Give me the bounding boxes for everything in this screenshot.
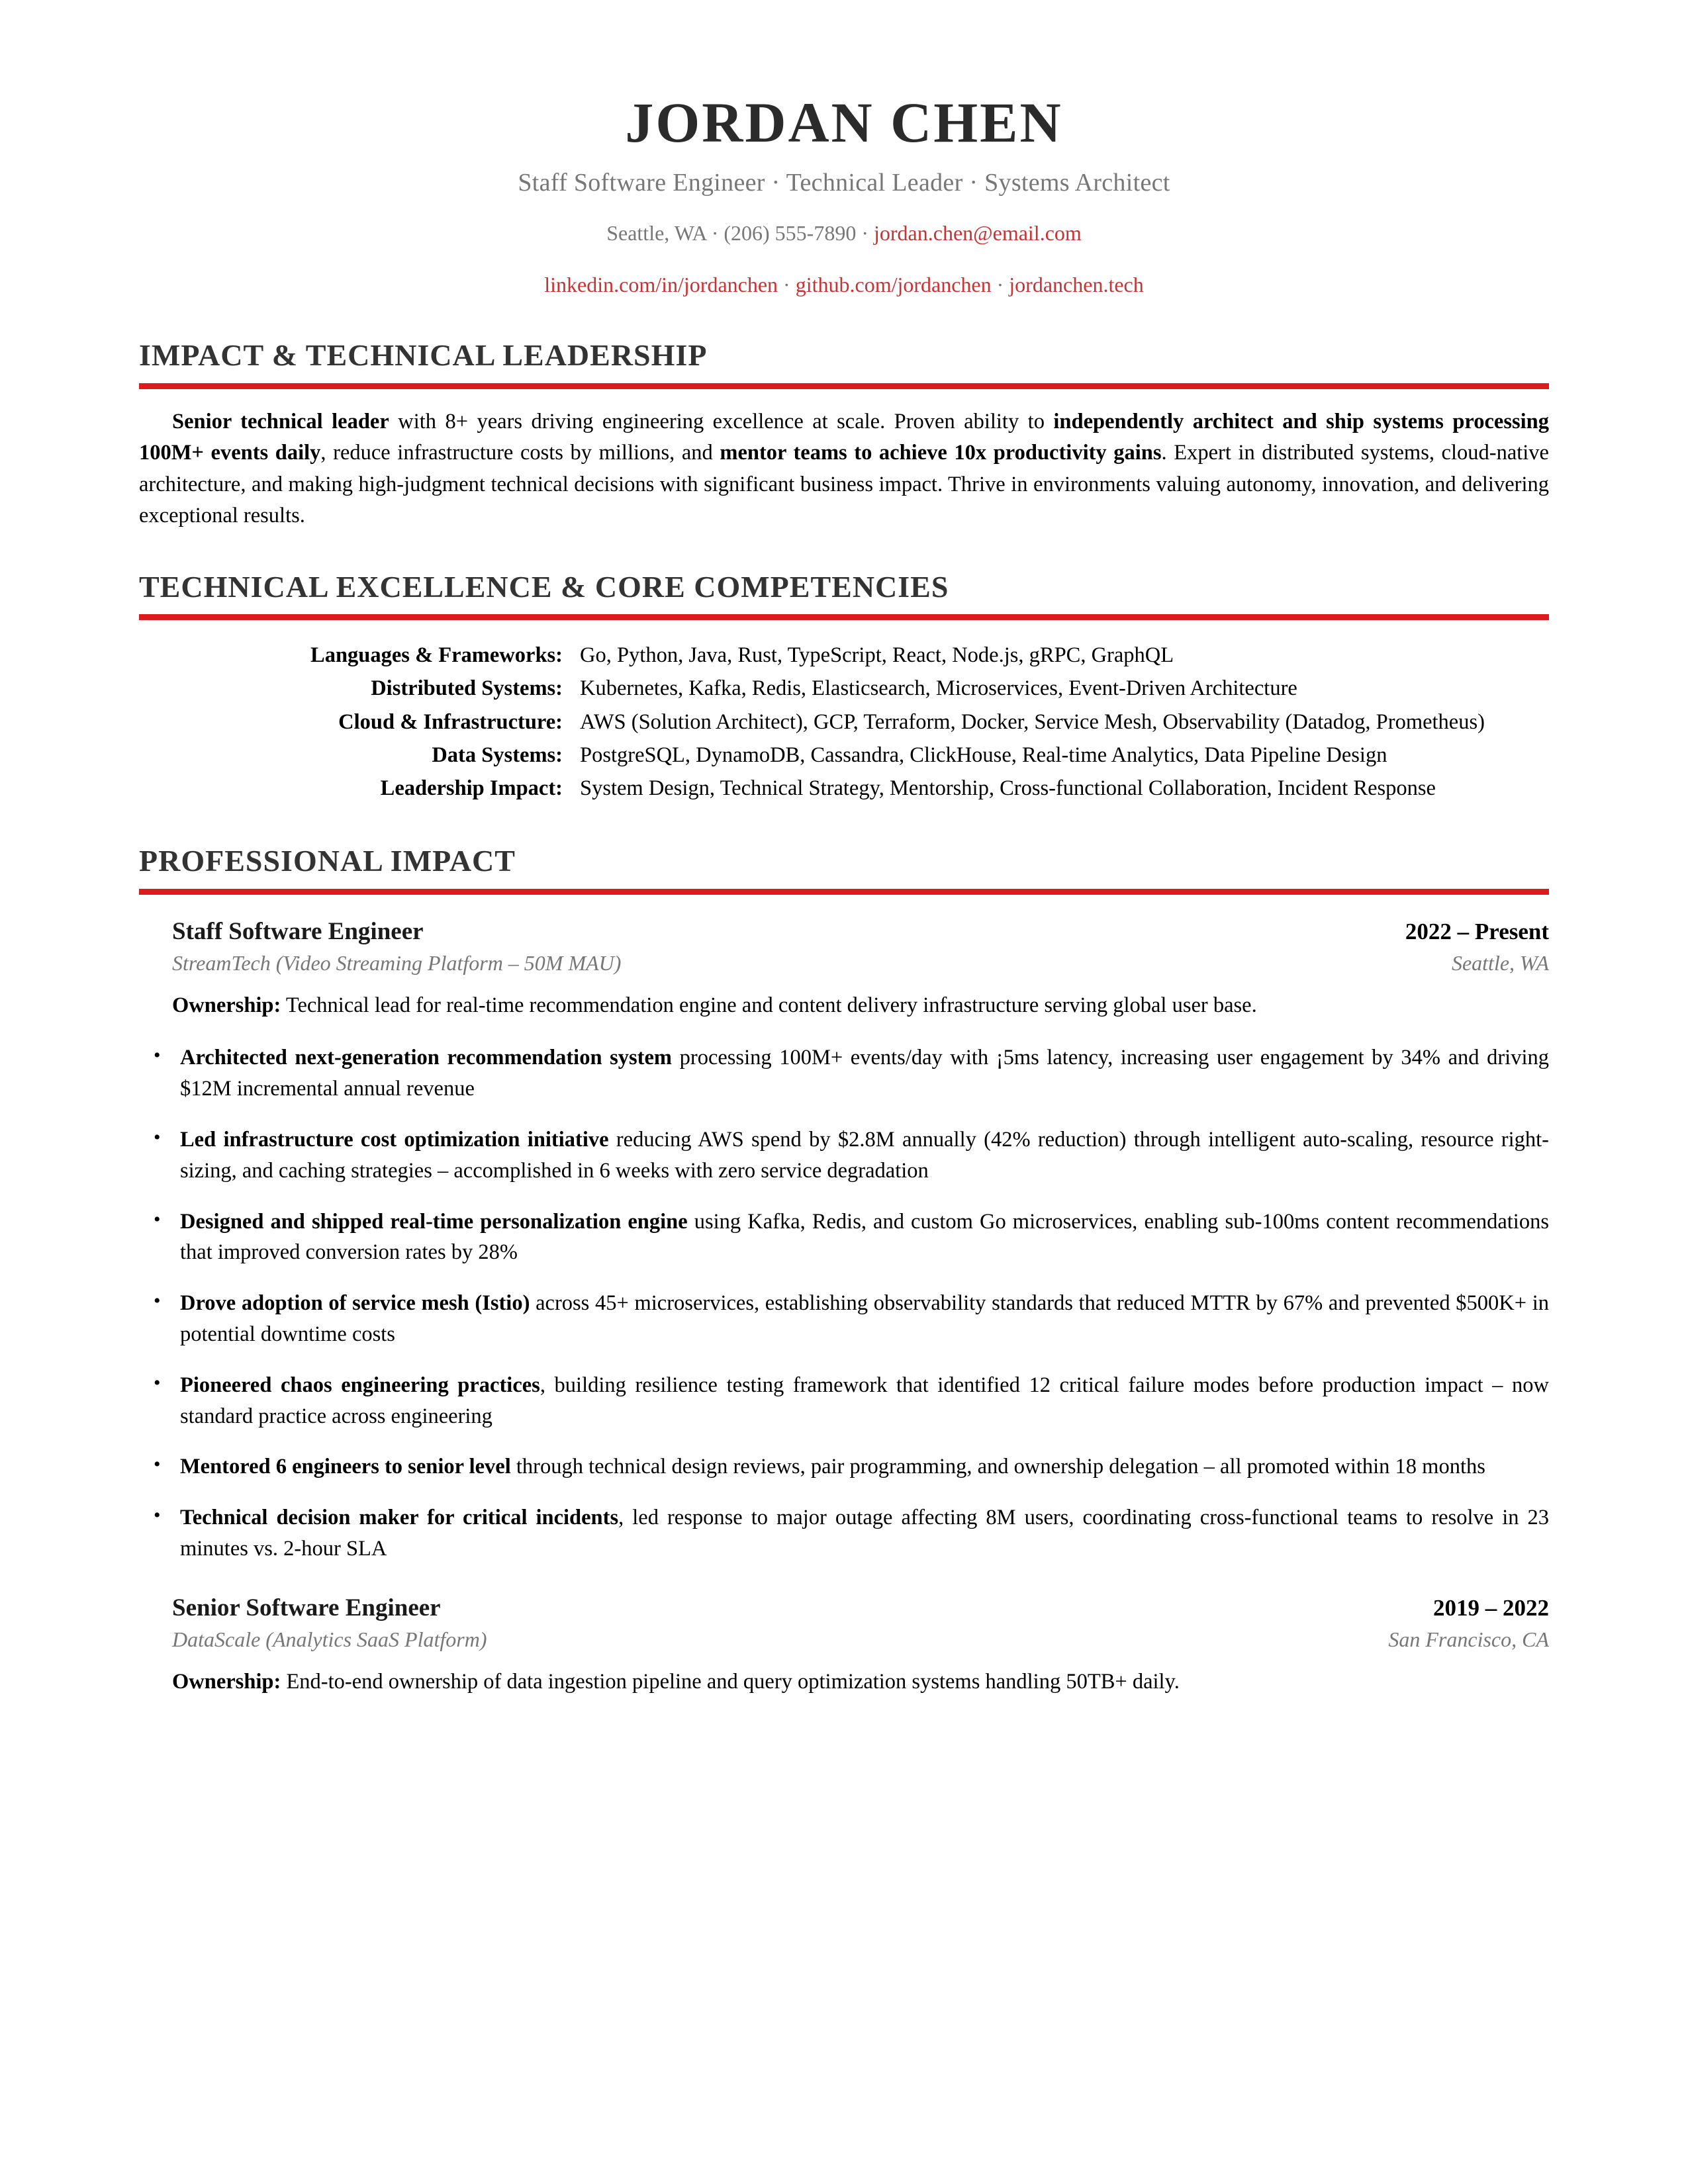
job-ownership-statement [139,1666,1549,1698]
contact-phone: (206) 555-7890 [724,221,857,246]
achievement-headline: Drove adoption of service mesh (Istio) [180,1291,530,1316]
contact-website-link[interactable]: jordanchen.tech [1009,273,1144,297]
job-header-row [172,1594,1549,1622]
ownership-label: Ownership: [172,1669,281,1694]
table-row [139,740,1549,773]
achievement-headline: Pioneered chaos engineering practices [180,1373,540,1397]
table-row [139,707,1549,740]
achievement-headline: Led infrastructure cost optimization initiative [180,1128,609,1152]
job-location: Seattle, WA [1451,950,1549,975]
section-experience [139,844,1549,1698]
candidate-name: JORDAN CHEN [625,91,1063,154]
section-rule [139,614,1549,620]
summary-text-2: , reduce infrastructure costs by millions, and [320,441,720,465]
achievement-detail: , building resilience testing framework that identified 12 critical failure modes before production impact – now standard practice across engineering [180,1373,1549,1428]
section-heading-summary: IMPACT & TECHNICAL LEADERSHIP [139,338,708,373]
achievement-headline: Architected next-generation recommendation system [180,1046,673,1070]
section-rule [139,889,1549,895]
contact-github-link[interactable]: github.com/jordanchen [795,273,992,297]
contact-location: Seattle, WA [606,221,706,246]
contact-line-1 [139,217,1549,249]
list-item [139,1370,1549,1432]
achievement-headline: Technical decision maker for critical incidents [180,1506,619,1530]
skill-category-value: AWS (Solution Architect), GCP, Terraform, Docker, Service Mesh, Observability (Datadog, Prometheus) [580,709,1485,734]
list-item [139,1042,1549,1105]
achievement-headline: Mentored 6 engineers to senior level [180,1455,511,1479]
table-row [139,640,1549,673]
section-heading-skills: TECHNICAL EXCELLENCE & CORE COMPETENCIES [139,569,949,604]
summary-lead-bold: Senior technical leader [172,409,389,433]
achievement-detail: using Kafka, Redis, and custom Go microservices, enabling sub-100ms content recommendations that improved conversion rates by 28% [180,1209,1549,1265]
skill-category-value: Kubernetes, Kafka, Redis, Elasticsearch, Microservices, Event-Driven Architecture [580,676,1297,701]
achievement-detail: reducing AWS spend by $2.8M annually (42% reduction) through intelligent auto-scaling, resource right-sizing, and caching strategies – accomplished in 6 weeks with zero service degradation [180,1128,1549,1183]
ownership-text: Technical lead for real-time recommendation engine and content delivery infrastructure serving global user base. [281,993,1257,1017]
job-dates: 2019 – 2022 [1433,1594,1549,1621]
summary-text-1: with 8+ years driving engineering excellence at scale. Proven ability to [389,409,1054,433]
resume-content [139,0,1549,1719]
list-item [139,1206,1549,1269]
resume-header [139,93,1549,300]
summary-text-3: . Expert in distributed systems, cloud-native architecture, and making high-judgment technical decisions with significant business impact. Thrive in environments valuing autonomy, innovation, and delivering exceptional results. [139,441,1549,528]
list-item [139,1451,1549,1482]
skill-category-label: Cloud & Infrastructure: [338,709,563,734]
table-row [139,673,1549,706]
job-location: San Francisco, CA [1388,1627,1549,1651]
summary-bold-2: independently architect and ship systems processing 100M+ events daily [139,409,1549,465]
job-subheader-row [172,1627,1549,1652]
section-heading-experience: PROFESSIONAL IMPACT [139,843,516,878]
experience-entry [139,1594,1549,1652]
ownership-text: End-to-end ownership of data ingestion pipeline and query optimization systems handling 50TB+ daily. [281,1669,1180,1694]
summary-paragraph [139,406,1549,532]
ownership-label: Ownership: [172,993,281,1017]
skill-category-label: Leadership Impact: [380,776,563,800]
achievement-detail: through technical design reviews, pair programming, and ownership delegation – all promoted within 18 months [510,1455,1485,1479]
job-organization: StreamTech (Video Streaming Platform – 50M MAU) [172,950,622,975]
skill-category-value: PostgreSQL, DynamoDB, Cassandra, ClickHouse, Real-time Analytics, Data Pipeline Design [580,743,1387,767]
contact-separator: · [783,273,790,297]
job-title: Staff Software Engineer [172,917,424,945]
contact-line-2 [139,269,1549,300]
list-item [139,1502,1549,1565]
candidate-tagline: Staff Software Engineer · Technical Leader · Systems Architect [518,169,1170,197]
job-title: Senior Software Engineer [172,1594,441,1621]
job-organization: DataScale (Analytics SaaS Platform) [172,1627,487,1651]
achievement-detail: , led response to major outage affecting 8M users, coordinating cross-functional teams to resolve in 23 minutes vs. 2-hour SLA [180,1506,1550,1561]
job-subheader-row [172,951,1549,976]
contact-linkedin-link[interactable]: linkedin.com/in/jordanchen [544,273,778,297]
section-summary [139,339,1549,531]
skill-category-value: Go, Python, Java, Rust, TypeScript, React, Node.js, gRPC, GraphQL [580,643,1174,668]
job-header-row [172,917,1549,946]
achievement-headline: Designed and shipped real-time personalization engine [180,1209,688,1234]
contact-separator: · [861,221,868,246]
skill-category-label: Languages & Frameworks: [310,643,563,668]
list-item [139,1124,1549,1187]
contact-separator: · [711,221,719,246]
skills-table [139,640,1549,806]
contact-email-link[interactable]: jordan.chen@email.com [873,221,1082,246]
summary-bold-3: mentor teams to achieve 10x productivity gains [720,441,1162,465]
experience-entry [139,917,1549,976]
achievement-detail: processing 100M+ events/day with ¡5ms latency, increasing user engagement by 34% and driving $12M incremental annual revenue [180,1046,1549,1101]
job-dates: 2022 – Present [1405,918,1549,944]
skill-category-label: Data Systems: [432,743,563,767]
section-rule [139,383,1549,389]
skill-category-label: Distributed Systems: [371,676,563,701]
list-item [139,1288,1549,1350]
table-row [139,773,1549,806]
skill-category-value: System Design, Technical Strategy, Mentorship, Cross-functional Collaboration, Incident Response [580,776,1436,800]
contact-separator: · [996,273,1004,297]
job-achievements-list [139,1042,1549,1564]
achievement-detail: across 45+ microservices, establishing observability standards that reduced MTTR by 67% and prevented $500K+ in potential downtime costs [180,1291,1549,1347]
section-skills [139,570,1549,806]
job-ownership-statement [139,990,1549,1021]
